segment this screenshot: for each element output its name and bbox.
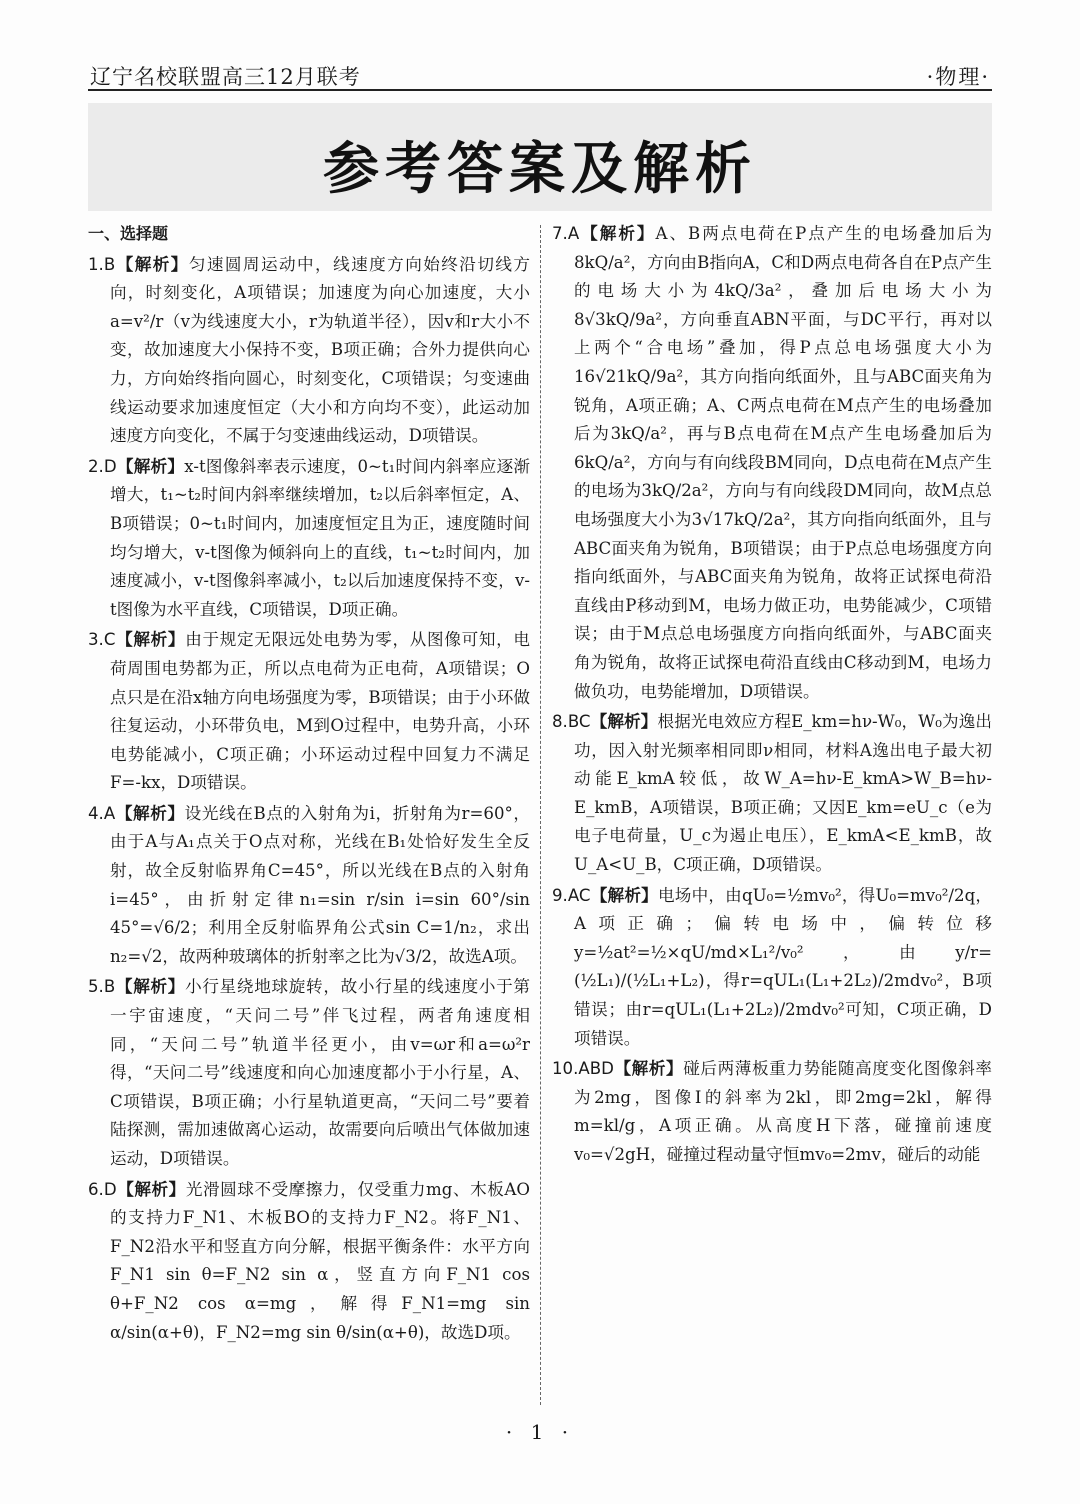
question-number: 5. — [88, 977, 104, 997]
question-number: 8. — [552, 712, 568, 732]
analysis-tag: 【解析】 — [116, 1179, 186, 1199]
analysis-text: x-t图像斜率表示速度，0~t₁时间内斜率应逐渐增大，t₁~t₂时间内斜率继续增加，t₂以后斜率恒定，A、B项错误；0~t₁时间内，加速度恒定且为正，速度随时间均匀增大，v-t图像为倾斜向上的直线，t₁~t₂时间内，加速度减小，v-t图像斜率减小，t₂以后加速度保持不变，v-t图像为水平直线，C项错误，D项正确。 — [110, 456, 531, 619]
title-banner — [88, 103, 992, 211]
answer-letter: ABD — [578, 1059, 614, 1079]
question-5 — [88, 973, 530, 1173]
question-number: 9. — [552, 885, 568, 905]
analysis-text: 设光线在B点的入射角为i，折射角为r=60°，由于A与A₁点关于O点对称，光线在B₁处恰好发生全反射，故全反射临界角C=45°，所以光线在B点的入射角i=45°，由折射定律n₁=sin r/sin i=sin 60°/sin 45°=√6/2；利用全反射临界角公式sin C=1/n₂，求出n₂=√2，故两种玻璃体的折射率之比为√3/2，故选A项。 — [110, 803, 531, 966]
question-10 — [552, 1055, 992, 1169]
question-number: 3. — [88, 630, 104, 650]
analysis-text: 由于规定无限远处电势为零，从图像可知，电荷周围电势都为正，所以点电荷为正电荷，A项错误；O点只是在沿x轴方向电场强度为零，B项错误；由于小环做往复运动，小环带负电，M到O过程中，电势升高，小环电势能减小，C项正确；小环运动过程中回复力不满足F=-kx，D项错误。 — [110, 630, 531, 793]
left-column — [88, 220, 530, 1349]
question-7 — [552, 220, 992, 706]
exam-title: 辽宁名校联盟高三12月联考 — [90, 65, 361, 89]
answer-letter: A — [103, 803, 116, 823]
answer-letter: C — [103, 630, 116, 650]
question-number: 4. — [88, 803, 104, 823]
question-number: 7. — [552, 224, 568, 243]
analysis-tag: 【解析】 — [613, 1059, 684, 1079]
question-number: 2. — [88, 456, 104, 476]
analysis-text: 小行星绕地球旋转，故小行星的线速度小于第一宇宙速度，“天问二号”伴飞过程，两者角速度相同，“天问二号”轨道半径更小，由v=ωr和a=ω²r得，“天问二号”线速度和向心加速度都小于小行星，A、C项错误，B项正确；小行星轨道更高，“天问二号”要着陆探测，需加速做离心运动，故需要向后喷出气体做加速运动，D项错误。 — [110, 977, 531, 1168]
analysis-tag: 【解析】 — [579, 224, 656, 243]
question-number: 1. — [88, 254, 104, 274]
analysis-text: 电场中，由qU₀=½mv₀²，得U₀=mv₀²/2q，A项正确；偏转电场中，偏转位移y=½at²=½×qU/md×L₁²/v₀²，由y/r=(½L₁)/(½L₁+L₂)，得r=qUL₁(L₁+2L₂)/2mdv₀²，B项错误；由r=qUL₁(L₁+2L₂)/2mdv₀²可知，C项正确，D项错误。 — [574, 885, 993, 1048]
question-2 — [88, 453, 530, 625]
answer-letter: D — [103, 1179, 117, 1199]
column-divider — [540, 225, 541, 1405]
section-heading: 一、选择题 — [88, 224, 169, 243]
question-number: 6. — [88, 1179, 104, 1199]
analysis-tag: 【解析】 — [115, 630, 186, 650]
answer-letter: BC — [567, 712, 591, 732]
analysis-text: 根据光电效应方程E_km=hν-W₀，W₀为逸出功，因入射光频率相同即ν相同，材料A逸出电子最大初动能E_kmA较低，故W_A=hν-E_kmA>W_B=hν-E_kmB，A项错误，B项正确；又因E_km=eU_c（e为电子电荷量，U_c为遏止电压），E_kmA<E_kmB，故U_A<U_B，C项正确，D项错误。 — [574, 712, 992, 875]
subject-label: ·物理· — [926, 65, 990, 89]
question-number: 10. — [552, 1059, 579, 1079]
answer-letter: B — [103, 254, 116, 274]
analysis-text: 碰后两薄板重力势能随高度变化图像斜率为2mg，图像Ⅰ的斜率为2kl，即2mg=2kl，解得m=kl/g，A项正确。从高度H下落，碰撞前速度v₀=√2gH，碰撞过程动量守恒mv₀=2mv，碰后的动能 — [574, 1059, 993, 1164]
answer-letter: AC — [567, 885, 591, 905]
question-3 — [88, 626, 530, 798]
analysis-tag: 【解析】 — [115, 803, 185, 823]
analysis-tag: 【解析】 — [115, 977, 186, 997]
analysis-tag: 【解析】 — [116, 456, 185, 476]
question-8 — [552, 708, 992, 880]
question-6 — [88, 1176, 530, 1348]
question-9 — [552, 882, 992, 1054]
analysis-text: A、B两点电荷在P点产生的电场叠加后为8kQ/a²，方向由B指向A，C和D两点电荷各自在P点产生的电场大小为4kQ/3a²，叠加后电场大小为8√3kQ/9a²，方向垂直ABN平面，与DC平行，再对以上两个“合电场”叠加，得P点总电场强度大小为16√21kQ/9a²，其方向指向纸面外，且与ABC面夹角为锐角，A项正确；A、C两点电荷在M点产生的电场叠加后为3kQ/a²，再与B点电荷在M点产生电场叠加后为6kQ/a²，方向与有向线段BM同向，D点电荷在M点产生的电场为3kQ/2a²，方向与有向线段DM同向，故M点总电场强度大小为3√17kQ/2a²，其方向指向纸面外，且与ABC面夹角为锐角，B项错误；由于P点总电场强度方向指向纸面外，与ABC面夹角为锐角，故将正试探电荷沿直线由P移动到M，电场力做正功，电势能减少，C项错误；由于M点总电场强度方向指向纸面外，与ABC面夹角为锐角，故将正试探电荷沿直线由C移动到M，电场力做负功，电势能增加，D项错误。 — [574, 224, 993, 701]
answer-letter: D — [103, 456, 117, 476]
analysis-tag: 【解析】 — [115, 254, 189, 274]
page-number: · 1 · — [505, 1420, 575, 1444]
analysis-text: 匀速圆周运动中，线速度方向始终沿切线方向，时刻变化，A项错误；加速度为向心加速度，大小a=v²/r（v为线速度大小，r为轨道半径），因v和r大小不变，故加速度大小保持不变，B项正确；合外力提供向心力，方向始终指向圆心，时刻变化，C项错误；匀变速曲线运动要求加速度恒定（大小和方向均不变），此运动加速度方向变化，不属于匀变速曲线运动，D项错误。 — [110, 254, 531, 446]
page-title: 参考答案及解析 — [323, 137, 757, 202]
answer-letter: B — [103, 977, 116, 997]
analysis-tag: 【解析】 — [590, 885, 658, 905]
analysis-text: 光滑圆球不受摩擦力，仅受重力mg、木板AO的支持力F_N1、木板BO的支持力F_N2。将F_N1、F_N2沿水平和竖直方向分解，根据平衡条件：水平方向F_N1 sin θ=F_N2 sin α，竖直方向F_N1 cos θ+F_N2 cos α=mg，解得F_N1=mg sin α/sin(α+θ)，F_N2=mg sin θ/sin(α+θ)，故选D项。 — [110, 1179, 531, 1342]
answer-letter: A — [567, 224, 580, 243]
page-header — [88, 55, 992, 91]
analysis-tag: 【解析】 — [590, 712, 658, 732]
question-4 — [88, 800, 530, 972]
question-1 — [88, 251, 530, 451]
right-column — [552, 220, 992, 1172]
